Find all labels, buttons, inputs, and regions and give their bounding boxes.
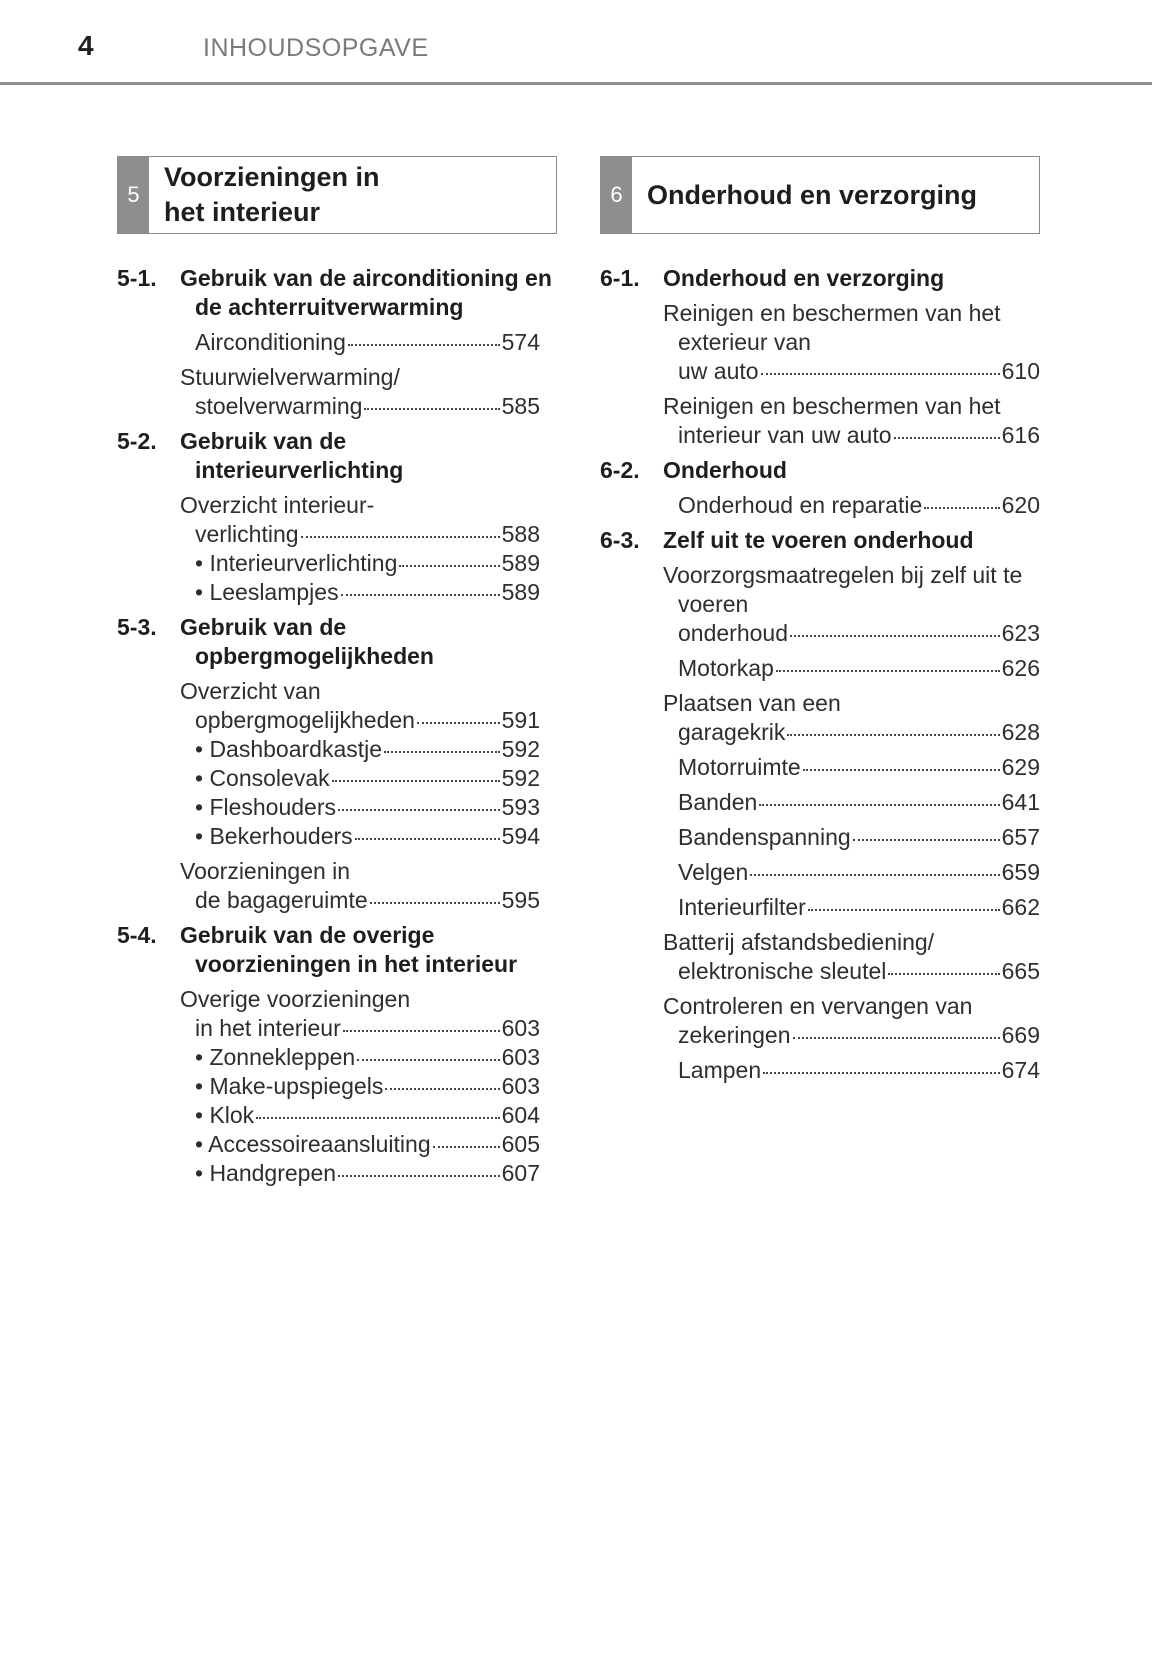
toc-entry[interactable] <box>195 764 540 793</box>
toc-entry[interactable] <box>195 1072 540 1101</box>
entry-line <box>678 858 1040 887</box>
dot-leader <box>793 1036 1000 1039</box>
entry-line <box>678 718 1040 747</box>
toc-entry[interactable] <box>180 677 540 735</box>
entry-title: • Zonnekleppen <box>195 1044 356 1070</box>
page-reference: 674 <box>1001 1057 1040 1083</box>
page-reference: 589 <box>501 579 540 605</box>
toc-entry[interactable] <box>663 858 1040 887</box>
section-title: Gebruik van de overige voorzieningen in het interieur <box>180 922 518 977</box>
page-reference: 628 <box>1001 719 1040 745</box>
dot-leader <box>348 343 500 346</box>
toc-entry[interactable] <box>663 893 1040 922</box>
toc-entry[interactable] <box>195 1043 540 1072</box>
toc-entry[interactable] <box>195 1101 540 1130</box>
entry-title-start: Overzicht van <box>180 678 321 704</box>
section-title: Gebruik van de airconditioning en de achterruitverwarming <box>180 265 552 320</box>
dot-leader <box>301 535 500 538</box>
entry-title: Motorkap <box>678 655 774 681</box>
entry-title: • Leeslampjes <box>195 579 339 605</box>
section-heading[interactable] <box>600 264 1040 293</box>
section-heading[interactable] <box>117 427 557 485</box>
entry-title: Velgen <box>678 859 749 885</box>
chapter-5-header[interactable] <box>117 156 557 234</box>
toc-entry[interactable] <box>663 1056 1040 1085</box>
toc-entry[interactable] <box>195 793 540 822</box>
toc-entry[interactable] <box>663 392 1040 450</box>
toc-entry[interactable] <box>663 654 1040 683</box>
chapter-title: Voorzieningen in het interieur <box>164 162 380 227</box>
section-heading[interactable] <box>117 921 557 979</box>
page-reference: 669 <box>1001 1022 1040 1048</box>
entry-line <box>678 1056 1040 1085</box>
page-reference: 593 <box>501 794 540 820</box>
chapter-6-header[interactable] <box>600 156 1040 234</box>
page-reference: 595 <box>501 887 540 913</box>
entry-title: verlichting <box>195 521 299 547</box>
entry-title: • Make-upspiegels <box>195 1073 384 1099</box>
dot-leader <box>787 733 999 736</box>
section-number: 6-2. <box>600 457 640 483</box>
entry-title-start: Voorzorgsmaatregelen bij zelf uit te voeren <box>663 562 1023 617</box>
entry-title-start: Reinigen en beschermen van het exterieur van <box>663 300 1001 355</box>
entry-title: interieur van uw auto <box>678 422 892 448</box>
toc-entry[interactable] <box>663 491 1040 520</box>
toc-entry[interactable] <box>663 299 1040 386</box>
entry-title: • Klok <box>195 1102 255 1128</box>
dot-leader <box>433 1145 500 1148</box>
toc-section <box>117 613 557 915</box>
entry-title: • Interieurverlichting <box>195 550 398 576</box>
dot-leader <box>924 506 999 509</box>
page-reference: 626 <box>1001 655 1040 681</box>
entry-line <box>678 788 1040 817</box>
toc-entry[interactable] <box>180 491 540 549</box>
toc-entry[interactable] <box>195 735 540 764</box>
entry-title: • Dashboardkastje <box>195 736 383 762</box>
section-number: 5-4. <box>117 922 157 948</box>
entry-line <box>195 706 540 735</box>
dot-leader <box>790 634 1000 637</box>
entry-title-start: Batterij afstandsbediening/ <box>663 929 935 955</box>
section-heading[interactable] <box>600 526 1040 555</box>
entry-title: • Handgrepen <box>195 1160 337 1186</box>
entry-line <box>195 578 540 607</box>
page-reference: 603 <box>501 1073 540 1099</box>
page-reference: 574 <box>501 329 540 355</box>
entry-title: onderhoud <box>678 620 788 646</box>
dot-leader <box>332 779 500 782</box>
page-reference: 588 <box>501 521 540 547</box>
toc-section <box>600 526 1040 1085</box>
section-heading[interactable] <box>600 456 1040 485</box>
section-heading[interactable] <box>117 264 557 322</box>
page-reference: 605 <box>501 1131 540 1157</box>
entry-line <box>678 491 1040 520</box>
entry-title: • Fleshouders <box>195 794 337 820</box>
dot-leader <box>803 768 1000 771</box>
dot-leader <box>776 669 1000 672</box>
entry-title: Interieurfilter <box>678 894 806 920</box>
dot-leader <box>338 1174 500 1177</box>
entry-title-start: Overige voorzieningen <box>180 986 411 1012</box>
entry-title: opbergmogelijkheden <box>195 707 415 733</box>
entry-line <box>195 392 540 421</box>
entry-line <box>195 764 540 793</box>
page-reference: 623 <box>1001 620 1040 646</box>
page-header <box>0 0 1152 85</box>
entry-title-start: Voorzieningen in <box>180 858 351 884</box>
entry-line <box>678 1021 1040 1050</box>
entry-title: zekeringen <box>678 1022 791 1048</box>
section-number: 5-3. <box>117 614 157 640</box>
page-reference: 620 <box>1001 492 1040 518</box>
entry-title: de bagageruimte <box>195 887 368 913</box>
page-reference: 665 <box>1001 958 1040 984</box>
entry-line <box>678 619 1040 648</box>
entry-title-start: Stuurwielverwarming/ <box>180 364 400 390</box>
entry-title-start: Plaatsen van een <box>663 690 841 716</box>
section-number: 6-1. <box>600 265 640 291</box>
toc-entry[interactable] <box>663 992 1040 1050</box>
toc-entry[interactable] <box>663 823 1040 852</box>
page-reference: 592 <box>501 765 540 791</box>
page-reference: 662 <box>1001 894 1040 920</box>
entry-title: Lampen <box>678 1057 762 1083</box>
entry-title: Airconditioning <box>195 329 346 355</box>
page-number: 4 <box>78 30 94 61</box>
entry-line <box>678 654 1040 683</box>
entry-line <box>195 1014 540 1043</box>
dot-leader <box>385 1087 499 1090</box>
dot-leader <box>853 838 1000 841</box>
toc-entry[interactable] <box>195 1130 540 1159</box>
toc-entry[interactable] <box>180 363 540 421</box>
entry-line <box>195 1101 540 1130</box>
section-number: 5-1. <box>117 265 157 291</box>
entry-line <box>195 822 540 851</box>
page-reference: 607 <box>501 1160 540 1186</box>
toc-entry[interactable] <box>180 857 540 915</box>
section-title: Onderhoud en verzorging <box>663 265 945 291</box>
header-title: INHOUDSOPGAVE <box>203 34 429 62</box>
entry-line <box>678 893 1040 922</box>
entry-line <box>195 549 540 578</box>
page-reference: 589 <box>501 550 540 576</box>
toc-column-right <box>600 156 1040 1085</box>
toc-entry[interactable] <box>663 561 1040 648</box>
entry-title: Bandenspanning <box>678 824 851 850</box>
section-list-right <box>600 264 1040 1085</box>
entry-line <box>195 793 540 822</box>
page-reference: 629 <box>1001 754 1040 780</box>
entry-title: • Consolevak <box>195 765 330 791</box>
entry-title: • Accessoireaansluiting <box>195 1131 431 1157</box>
toc-section <box>117 427 557 607</box>
toc-entry[interactable] <box>195 549 540 578</box>
entry-title-start: Controleren en vervangen van <box>663 993 973 1019</box>
entry-line <box>678 957 1040 986</box>
section-title: Gebruik van de interieurverlichting <box>180 428 404 483</box>
dot-leader <box>888 972 999 975</box>
entry-title: uw auto <box>678 358 759 384</box>
page-reference: 657 <box>1001 824 1040 850</box>
page-reference: 603 <box>501 1044 540 1070</box>
chapter-number: 5 <box>118 157 149 233</box>
dot-leader <box>355 837 500 840</box>
entry-line <box>678 421 1040 450</box>
entry-line <box>195 520 540 549</box>
page-reference: 616 <box>1001 422 1040 448</box>
toc-column-left <box>117 156 557 1188</box>
dot-leader <box>750 873 999 876</box>
chapter-title: Onderhoud en verzorging <box>647 179 978 210</box>
entry-line <box>678 753 1040 782</box>
toc-entry[interactable] <box>195 1159 540 1188</box>
section-number: 5-2. <box>117 428 157 454</box>
page-reference: 591 <box>501 707 540 733</box>
section-title: Gebruik van de opbergmogelijkheden <box>180 614 434 669</box>
entry-title-start: Overzicht interieur- <box>180 492 375 518</box>
section-number: 6-3. <box>600 527 640 553</box>
dot-leader <box>399 564 499 567</box>
toc-entry[interactable] <box>195 578 540 607</box>
entry-title: elektronische sleutel <box>678 958 887 984</box>
page-reference: 603 <box>501 1015 540 1041</box>
entry-line <box>195 1159 540 1188</box>
toc-entry[interactable] <box>663 788 1040 817</box>
dot-leader <box>417 721 500 724</box>
entry-title: • Bekerhouders <box>195 823 353 849</box>
entry-title: stoelverwarming <box>195 393 363 419</box>
entry-title: garagekrik <box>678 719 786 745</box>
page-reference: 610 <box>1001 358 1040 384</box>
entry-title: Motorruimte <box>678 754 801 780</box>
entry-line <box>678 357 1040 386</box>
entry-title: Banden <box>678 789 758 815</box>
page-reference: 594 <box>501 823 540 849</box>
dot-leader <box>384 750 500 753</box>
dot-leader <box>761 372 1000 375</box>
toc-section <box>600 456 1040 520</box>
chapter-number: 6 <box>601 157 632 233</box>
page-reference: 641 <box>1001 789 1040 815</box>
toc-section <box>117 264 557 421</box>
entry-line <box>195 1072 540 1101</box>
toc-entry[interactable] <box>180 328 540 357</box>
toc-entry[interactable] <box>663 689 1040 747</box>
toc-section <box>600 264 1040 450</box>
dot-leader <box>808 908 1000 911</box>
toc-entry[interactable] <box>195 822 540 851</box>
toc-entry[interactable] <box>663 928 1040 986</box>
section-title: Onderhoud <box>663 457 787 483</box>
toc-entry[interactable] <box>180 985 540 1043</box>
page-reference: 592 <box>501 736 540 762</box>
page-reference: 604 <box>501 1102 540 1128</box>
entry-title: Onderhoud en reparatie <box>678 492 923 518</box>
entry-line <box>195 735 540 764</box>
toc-entry[interactable] <box>663 753 1040 782</box>
section-heading[interactable] <box>117 613 557 671</box>
entry-line <box>195 886 540 915</box>
dot-leader <box>759 803 999 806</box>
dot-leader <box>256 1116 499 1119</box>
dot-leader <box>370 901 500 904</box>
page-reference: 585 <box>501 393 540 419</box>
dot-leader <box>338 808 500 811</box>
entry-title-start: Reinigen en beschermen van het <box>663 393 1001 419</box>
page-reference: 659 <box>1001 859 1040 885</box>
section-list-left <box>117 264 557 1188</box>
entry-title: in het interieur <box>195 1015 341 1041</box>
entry-line <box>195 1043 540 1072</box>
entry-line <box>195 328 540 357</box>
dot-leader <box>364 407 499 410</box>
entry-line <box>195 1130 540 1159</box>
dot-leader <box>341 593 500 596</box>
section-title: Zelf uit te voeren onderhoud <box>663 527 974 553</box>
dot-leader <box>357 1058 499 1061</box>
dot-leader <box>894 436 1000 439</box>
dot-leader <box>343 1029 500 1032</box>
toc-section <box>117 921 557 1188</box>
dot-leader <box>763 1071 1000 1074</box>
entry-line <box>678 823 1040 852</box>
